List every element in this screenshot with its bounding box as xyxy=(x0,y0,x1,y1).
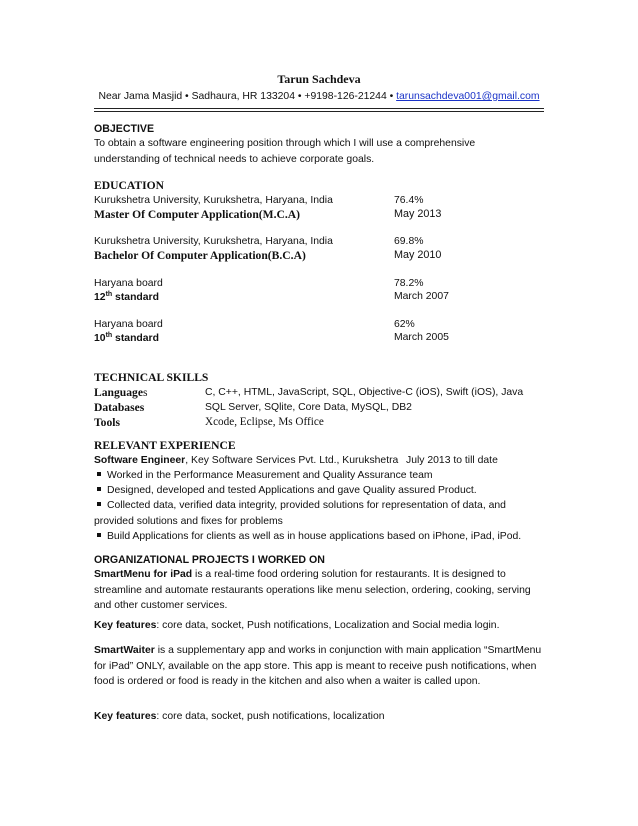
project-name: SmartMenu for iPad xyxy=(94,569,193,580)
email-link[interactable]: tarunsachdeva001@gmail.com xyxy=(396,91,540,102)
job-title-line xyxy=(94,455,398,466)
education-date: May 2013 xyxy=(394,208,442,220)
skill-value: SQL Server, SQlite, Core Data, MySQL, DB2 xyxy=(205,402,412,413)
features-label: Key features xyxy=(94,711,157,722)
objective-line-1: To obtain a software engineering position through which I will use a comprehensive xyxy=(94,138,476,149)
header-rule-thick xyxy=(94,111,544,112)
education-date: March 2007 xyxy=(394,291,449,302)
project-description: SmartMenu for iPad is a real-time food ordering solution for restaurants. It is designed to streamline and automate restaurants operations like menu selection, ordering, cooking, serving and other customer services. xyxy=(94,569,531,611)
education-date: March 2005 xyxy=(394,332,449,343)
list-item: Worked in the Performance Measurement and Quality Assurance team xyxy=(94,468,546,484)
education-degree: Bachelor Of Computer Application(B.C.A) xyxy=(94,249,306,262)
education-score: 78.2% xyxy=(394,278,424,289)
bullet-icon xyxy=(97,533,101,537)
education-date: May 2010 xyxy=(394,249,442,261)
education-score: 69.8% xyxy=(394,236,424,247)
objective-heading: OBJECTIVE xyxy=(94,123,155,135)
education-institution: Haryana board xyxy=(94,319,163,330)
contact-line xyxy=(0,91,638,102)
job-company: , Key Software Services Pvt. Ltd., Kurukshetra xyxy=(185,455,399,466)
project-name: SmartWaiter xyxy=(94,645,155,656)
education-degree: Master Of Computer Application(M.C.A) xyxy=(94,208,300,221)
list-item: Collected data, verified data integrity, provided solutions for representation of data, and provided solutions and fixes for problems xyxy=(94,500,506,527)
skill-key: Languages xyxy=(94,386,148,399)
education-institution: Haryana board xyxy=(94,278,163,289)
education-score: 76.4% xyxy=(394,195,424,206)
projects-heading: ORGANIZATIONAL PROJECTS I WORKED ON xyxy=(94,554,325,566)
bullet-icon xyxy=(97,502,101,506)
list-item: Designed, developed and tested Applications and gave Quality assured Product. xyxy=(94,483,546,499)
skills-heading: TECHNICAL SKILLS xyxy=(94,371,209,384)
education-degree: 12th standard xyxy=(94,291,159,303)
education-institution: Kurukshetra University, Kurukshetra, Haryana, India xyxy=(94,236,333,247)
skill-value: C, C++, HTML, JavaScript, SQL, Objective-C (iOS), Swift (iOS), Java xyxy=(205,387,524,398)
experience-heading: RELEVANT EXPERIENCE xyxy=(94,439,236,452)
bullet-icon xyxy=(97,472,101,476)
project-features: Key features: core data, socket, Push notifications, Localization and Social media login. xyxy=(94,620,500,631)
education-degree: 10th standard xyxy=(94,332,159,344)
job-title: Software Engineer xyxy=(94,455,186,466)
skill-key: Tools xyxy=(94,416,120,429)
features-label: Key features xyxy=(94,620,157,631)
contact-details: Near Jama Masjid • Sadhaura, HR 133204 • +9198-126-21244 • xyxy=(98,91,397,102)
candidate-name: Tarun Sachdeva xyxy=(277,72,361,86)
skill-key: Databases xyxy=(94,401,145,414)
skill-value: Xcode, Eclipse, Ms Office xyxy=(205,416,324,428)
job-dates: July 2013 to till date xyxy=(406,455,498,466)
project-description: SmartWaiter is a supplementary app and works in conjunction with main application “SmartMenu for iPad” ONLY, available on the app store. This app is meant to receive push notifications, when food is ordered or food is ready in the kitchen and also when a waiter is called upon. xyxy=(94,645,542,687)
bullet-icon xyxy=(97,487,101,491)
education-score: 62% xyxy=(394,319,415,330)
header-rule-thin xyxy=(94,108,544,109)
project-features: Key features: core data, socket, push notifications, localization xyxy=(94,711,385,722)
objective-line-2: understanding of technical needs to achieve corporate goals. xyxy=(94,154,375,165)
education-heading: EDUCATION xyxy=(94,179,164,192)
list-item: Build Applications for clients as well as in house applications based on iPhone, iPad, iPod. xyxy=(94,529,546,545)
education-institution: Kurukshetra University, Kurukshetra, Haryana, India xyxy=(94,195,333,206)
